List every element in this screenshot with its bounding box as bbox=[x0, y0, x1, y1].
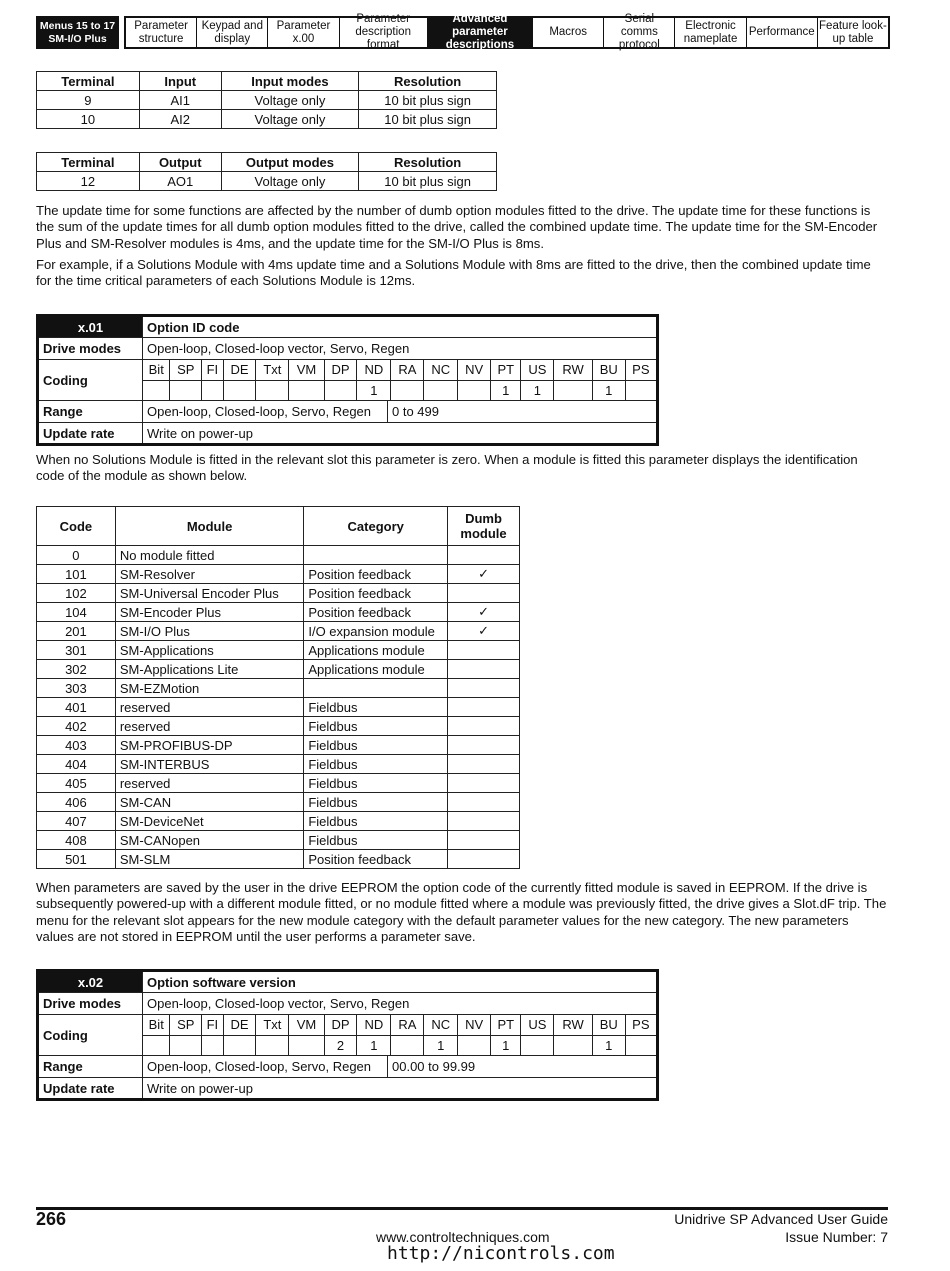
table-row bbox=[37, 755, 520, 774]
coding-header-vm: VM bbox=[289, 360, 324, 380]
header-category: Category bbox=[304, 507, 448, 546]
checkmark-icon: ✓ bbox=[448, 622, 520, 641]
coding-header-txt: Txt bbox=[256, 1015, 289, 1035]
table-row bbox=[37, 793, 520, 812]
coding-header-sp: SP bbox=[170, 360, 202, 380]
table-row bbox=[37, 91, 497, 110]
coding-header-nc: NC bbox=[424, 360, 458, 380]
header-output-modes: Output modes bbox=[221, 153, 359, 172]
nav-advanced-parameter-descriptions[interactable]: Advanced parameter descriptions bbox=[428, 18, 533, 47]
coding-header-fi: FI bbox=[202, 360, 224, 380]
update-time-paragraph: The update time for some functions are affected by the number of dumb option modules fitted to the drive. The update time for these functions is the sum of the update times for all dumb option modules fitted to the drive, called the combined update time. The update time for the SM-Encoder Plus and SM-Resolver modules is 4ms, and the update time for the SM-I/O Plus is 8ms. bbox=[36, 203, 878, 251]
chapter-nav bbox=[124, 13, 890, 51]
cell-module: reserved bbox=[115, 717, 304, 736]
header-resolution: Resolution bbox=[359, 72, 497, 91]
coding-header-bit: Bit bbox=[143, 1015, 170, 1035]
coding-header-ps: PS bbox=[625, 1015, 656, 1035]
cell-dumb-module bbox=[448, 546, 520, 565]
coding-header-nv: NV bbox=[458, 1015, 491, 1035]
coding-value-ps bbox=[625, 380, 656, 400]
cell-module: SM-Universal Encoder Plus bbox=[115, 584, 304, 603]
cell-code: 405 bbox=[37, 774, 116, 793]
cell-category: Position feedback bbox=[304, 565, 448, 584]
coding-table bbox=[143, 360, 656, 400]
coding-value-nc: 1 bbox=[424, 1035, 458, 1055]
analog-output-table bbox=[36, 152, 497, 191]
coding-header-vm: VM bbox=[289, 1015, 324, 1035]
cell-module: SM-SLM bbox=[115, 850, 304, 869]
update-rate-value: Write on power-up bbox=[143, 1078, 658, 1100]
coding-value-bit bbox=[143, 380, 170, 400]
coding-value-nv bbox=[458, 380, 491, 400]
cell-category: Applications module bbox=[304, 660, 448, 679]
cell-dumb-module bbox=[448, 679, 520, 698]
coding-header-ps: PS bbox=[625, 360, 656, 380]
cell-dumb-module bbox=[448, 717, 520, 736]
coding-header-nv: NV bbox=[458, 360, 491, 380]
coding-header-us: US bbox=[521, 1015, 554, 1035]
cell-code: 102 bbox=[37, 584, 116, 603]
cell-input-modes: Voltage only bbox=[221, 91, 359, 110]
nav-macros[interactable]: Macros bbox=[533, 18, 604, 47]
cell-module: SM-Applications bbox=[115, 641, 304, 660]
cell-code: 201 bbox=[37, 622, 116, 641]
watermark-url: http://nicontrols.com bbox=[387, 1243, 615, 1264]
cell-code: 0 bbox=[37, 546, 116, 565]
coding-value-de bbox=[223, 1035, 256, 1055]
cell-category: Fieldbus bbox=[304, 717, 448, 736]
cell-category: Fieldbus bbox=[304, 774, 448, 793]
cell-dumb-module bbox=[448, 660, 520, 679]
coding-value-rw bbox=[554, 380, 593, 400]
cell-module: SM-I/O Plus bbox=[115, 622, 304, 641]
table-row bbox=[37, 565, 520, 584]
table-row bbox=[37, 584, 520, 603]
cell-module: reserved bbox=[115, 698, 304, 717]
cell-dumb-module bbox=[448, 641, 520, 660]
range-label: Range bbox=[38, 1056, 143, 1078]
range-label: Range bbox=[38, 401, 143, 423]
cell-module: reserved bbox=[115, 774, 304, 793]
cell-input: AI1 bbox=[139, 91, 221, 110]
header-input: Input bbox=[139, 72, 221, 91]
coding-header-rw: RW bbox=[554, 360, 593, 380]
cell-code: 404 bbox=[37, 755, 116, 774]
cell-module: SM-PROFIBUS-DP bbox=[115, 736, 304, 755]
cell-code: 408 bbox=[37, 831, 116, 850]
cell-terminal: 10 bbox=[37, 110, 140, 129]
coding-value-nd: 1 bbox=[357, 1035, 391, 1055]
cell-code: 101 bbox=[37, 565, 116, 584]
cell-resolution: 10 bit plus sign bbox=[359, 110, 497, 129]
issue-number: Issue Number: 7 bbox=[785, 1229, 888, 1245]
cell-module: No module fitted bbox=[115, 546, 304, 565]
coding-value-nv bbox=[458, 1035, 491, 1055]
coding-value-txt bbox=[256, 380, 289, 400]
cell-output-modes: Voltage only bbox=[221, 172, 359, 191]
table-row bbox=[37, 831, 520, 850]
cell-resolution: 10 bit plus sign bbox=[359, 91, 497, 110]
table-header-row bbox=[37, 153, 497, 172]
cell-category bbox=[304, 546, 448, 565]
table-row bbox=[37, 603, 520, 622]
coding-header-txt: Txt bbox=[256, 360, 289, 380]
coding-label: Coding bbox=[38, 1015, 143, 1056]
coding-value-ra bbox=[391, 1035, 424, 1055]
checkmark-icon: ✓ bbox=[448, 603, 520, 622]
coding-value-pt: 1 bbox=[491, 380, 521, 400]
coding-header-de: DE bbox=[223, 360, 256, 380]
nav-parameter-structure[interactable]: Parameter structure bbox=[126, 18, 197, 47]
coding-header-bu: BU bbox=[592, 1015, 625, 1035]
cell-dumb-module bbox=[448, 831, 520, 850]
nav-electronic-nameplate[interactable]: Electronic nameplate bbox=[675, 18, 746, 47]
header-input-modes: Input modes bbox=[221, 72, 359, 91]
cell-code: 104 bbox=[37, 603, 116, 622]
parameter-x01-table bbox=[36, 314, 659, 446]
current-menu-label: Menus 15 to 17 SM-I/O Plus bbox=[36, 16, 119, 49]
no-module-paragraph: When no Solutions Module is fitted in the relevant slot this parameter is zero. When a module is fitted this parameter displays the identification code of the module as shown below. bbox=[36, 452, 858, 484]
coding-value-bit bbox=[143, 1035, 170, 1055]
cell-category: Fieldbus bbox=[304, 812, 448, 831]
coding-value-sp bbox=[170, 380, 202, 400]
table-row bbox=[37, 717, 520, 736]
checkmark-icon: ✓ bbox=[448, 565, 520, 584]
coding-table bbox=[143, 1015, 656, 1055]
coding-value-vm bbox=[289, 380, 324, 400]
cell-module: SM-CAN bbox=[115, 793, 304, 812]
coding-header-nc: NC bbox=[424, 1015, 458, 1035]
table-row bbox=[37, 679, 520, 698]
cell-code: 402 bbox=[37, 717, 116, 736]
cell-module: SM-EZMotion bbox=[115, 679, 304, 698]
nav-serial-comms-protocol[interactable]: Serial comms protocol bbox=[604, 18, 675, 47]
footer-divider bbox=[36, 1207, 888, 1210]
nav-keypad-display[interactable]: Keypad and display bbox=[197, 18, 268, 47]
analog-input-table bbox=[36, 71, 497, 129]
eeprom-paragraph: When parameters are saved by the user in the drive EEPROM the option code of the currently fitted module is saved in EEPROM. If the drive is subsequently powered-up with a different module fitted, or no module fitted where a module was previously fitted, the drive gives a Slot.dF trip. The menu for the relevant slot appears for the new module category with the default parameter values for the new category. The new parameters values are not stored in EEPROM until the user performs a parameter save. bbox=[36, 880, 887, 944]
coding-grid bbox=[143, 360, 658, 401]
cell-input: AI2 bbox=[139, 110, 221, 129]
update-rate-label: Update rate bbox=[38, 1078, 143, 1100]
coding-header-dp: DP bbox=[324, 360, 357, 380]
coding-value-nd: 1 bbox=[357, 380, 391, 400]
coding-header-us: US bbox=[521, 360, 554, 380]
nav-feature-lookup-table[interactable]: Feature look-up table bbox=[819, 19, 887, 45]
update-rate-label: Update rate bbox=[38, 423, 143, 445]
coding-header-sp: SP bbox=[170, 1015, 202, 1035]
coding-header-nd: ND bbox=[357, 1015, 391, 1035]
cell-category: Fieldbus bbox=[304, 736, 448, 755]
cell-category: Applications module bbox=[304, 641, 448, 660]
coding-value-rw bbox=[554, 1035, 593, 1055]
coding-header-de: DE bbox=[223, 1015, 256, 1035]
cell-dumb-module bbox=[448, 774, 520, 793]
update-rate-value: Write on power-up bbox=[143, 423, 658, 445]
table-row bbox=[37, 812, 520, 831]
website-link[interactable]: www.controltechniques.com bbox=[376, 1229, 550, 1245]
cell-code: 401 bbox=[37, 698, 116, 717]
coding-header-bu: BU bbox=[592, 360, 625, 380]
coding-grid bbox=[143, 1015, 658, 1056]
cell-code: 403 bbox=[37, 736, 116, 755]
coding-header-nd: ND bbox=[357, 360, 391, 380]
header-terminal: Terminal bbox=[37, 72, 140, 91]
nav-parameter-description-format[interactable]: Parameter description format bbox=[340, 18, 428, 47]
cell-dumb-module bbox=[448, 812, 520, 831]
header-output: Output bbox=[139, 153, 221, 172]
coding-value-fi bbox=[202, 1035, 224, 1055]
cell-code: 501 bbox=[37, 850, 116, 869]
coding-header-pt: PT bbox=[491, 360, 521, 380]
coding-value-us bbox=[521, 1035, 554, 1055]
table-row bbox=[37, 622, 520, 641]
cell-category: I/O expansion module bbox=[304, 622, 448, 641]
cell-code: 406 bbox=[37, 793, 116, 812]
coding-value-ps bbox=[625, 1035, 656, 1055]
coding-value-fi bbox=[202, 380, 224, 400]
table-row bbox=[37, 774, 520, 793]
coding-label: Coding bbox=[38, 360, 143, 401]
table-header-row bbox=[37, 72, 497, 91]
table-header-row bbox=[37, 507, 520, 546]
table-row bbox=[37, 641, 520, 660]
range-value: 00.00 to 99.99 bbox=[388, 1056, 658, 1078]
table-row bbox=[37, 110, 497, 129]
range-modes: Open-loop, Closed-loop, Servo, Regen bbox=[143, 401, 388, 423]
cell-code: 407 bbox=[37, 812, 116, 831]
cell-category: Fieldbus bbox=[304, 831, 448, 850]
nav-performance[interactable]: Performance bbox=[747, 18, 818, 47]
cell-category: Fieldbus bbox=[304, 755, 448, 774]
cell-module: SM-Encoder Plus bbox=[115, 603, 304, 622]
range-modes: Open-loop, Closed-loop, Servo, Regen bbox=[143, 1056, 388, 1078]
coding-value-de bbox=[223, 380, 256, 400]
coding-header-bit: Bit bbox=[143, 360, 170, 380]
coding-value-txt bbox=[256, 1035, 289, 1055]
cell-dumb-module bbox=[448, 584, 520, 603]
cell-dumb-module bbox=[448, 736, 520, 755]
page-number: 266 bbox=[36, 1209, 67, 1229]
coding-value-dp: 2 bbox=[324, 1035, 357, 1055]
cell-category: Position feedback bbox=[304, 850, 448, 869]
coding-value-pt: 1 bbox=[491, 1035, 521, 1055]
table-row bbox=[37, 736, 520, 755]
coding-value-us: 1 bbox=[521, 380, 554, 400]
parameter-title: Option ID code bbox=[143, 316, 658, 338]
module-code-table bbox=[36, 506, 520, 869]
parameter-id: x.01 bbox=[38, 316, 143, 338]
cell-output: AO1 bbox=[139, 172, 221, 191]
coding-value-nc bbox=[424, 380, 458, 400]
coding-header-pt: PT bbox=[491, 1015, 521, 1035]
cell-category: Position feedback bbox=[304, 584, 448, 603]
cell-dumb-module bbox=[448, 793, 520, 812]
drive-modes-label: Drive modes bbox=[38, 993, 143, 1015]
coding-value-sp bbox=[170, 1035, 202, 1055]
cell-dumb-module bbox=[448, 755, 520, 774]
header-module: Module bbox=[115, 507, 304, 546]
parameter-title: Option software version bbox=[143, 971, 658, 993]
coding-header-ra: RA bbox=[391, 1015, 424, 1035]
header-dumb-module: Dumb module bbox=[448, 507, 520, 546]
coding-value-bu: 1 bbox=[592, 1035, 625, 1055]
cell-code: 302 bbox=[37, 660, 116, 679]
cell-module: SM-Applications Lite bbox=[115, 660, 304, 679]
coding-header-rw: RW bbox=[554, 1015, 593, 1035]
cell-module: SM-DeviceNet bbox=[115, 812, 304, 831]
cell-module: SM-CANopen bbox=[115, 831, 304, 850]
coding-value-ra bbox=[391, 380, 424, 400]
table-row bbox=[37, 546, 520, 565]
nav-parameter-x00[interactable]: Parameter x.00 bbox=[268, 18, 339, 47]
coding-header-dp: DP bbox=[324, 1015, 357, 1035]
cell-category: Fieldbus bbox=[304, 698, 448, 717]
cell-resolution: 10 bit plus sign bbox=[359, 172, 497, 191]
coding-header-fi: FI bbox=[202, 1015, 224, 1035]
cell-code: 303 bbox=[37, 679, 116, 698]
cell-module: SM-INTERBUS bbox=[115, 755, 304, 774]
cell-module: SM-Resolver bbox=[115, 565, 304, 584]
guide-title: Unidrive SP Advanced User Guide bbox=[674, 1211, 888, 1227]
table-row bbox=[37, 172, 497, 191]
cell-input-modes: Voltage only bbox=[221, 110, 359, 129]
cell-code: 301 bbox=[37, 641, 116, 660]
cell-category: Fieldbus bbox=[304, 793, 448, 812]
cell-category bbox=[304, 679, 448, 698]
parameter-id: x.02 bbox=[38, 971, 143, 993]
parameter-x02-table bbox=[36, 969, 659, 1101]
coding-value-bu: 1 bbox=[592, 380, 625, 400]
coding-value-vm bbox=[289, 1035, 324, 1055]
header-resolution: Resolution bbox=[359, 153, 497, 172]
drive-modes-label: Drive modes bbox=[38, 338, 143, 360]
cell-dumb-module bbox=[448, 698, 520, 717]
cell-terminal: 12 bbox=[37, 172, 140, 191]
range-value: 0 to 499 bbox=[388, 401, 658, 423]
example-paragraph: For example, if a Solutions Module with 4ms update time and a Solutions Module with 8ms are fitted to the drive, then the combined update time for the time critical parameters of each Solutions Module is 12ms. bbox=[36, 257, 871, 289]
drive-modes-value: Open-loop, Closed-loop vector, Servo, Regen bbox=[143, 338, 658, 360]
drive-modes-value: Open-loop, Closed-loop vector, Servo, Regen bbox=[143, 993, 658, 1015]
coding-value-dp bbox=[324, 380, 357, 400]
coding-header-ra: RA bbox=[391, 360, 424, 380]
header-terminal: Terminal bbox=[37, 153, 140, 172]
cell-terminal: 9 bbox=[37, 91, 140, 110]
header-code: Code bbox=[37, 507, 116, 546]
cell-category: Position feedback bbox=[304, 603, 448, 622]
table-row bbox=[37, 850, 520, 869]
table-row bbox=[37, 698, 520, 717]
table-row bbox=[37, 660, 520, 679]
cell-dumb-module bbox=[448, 850, 520, 869]
